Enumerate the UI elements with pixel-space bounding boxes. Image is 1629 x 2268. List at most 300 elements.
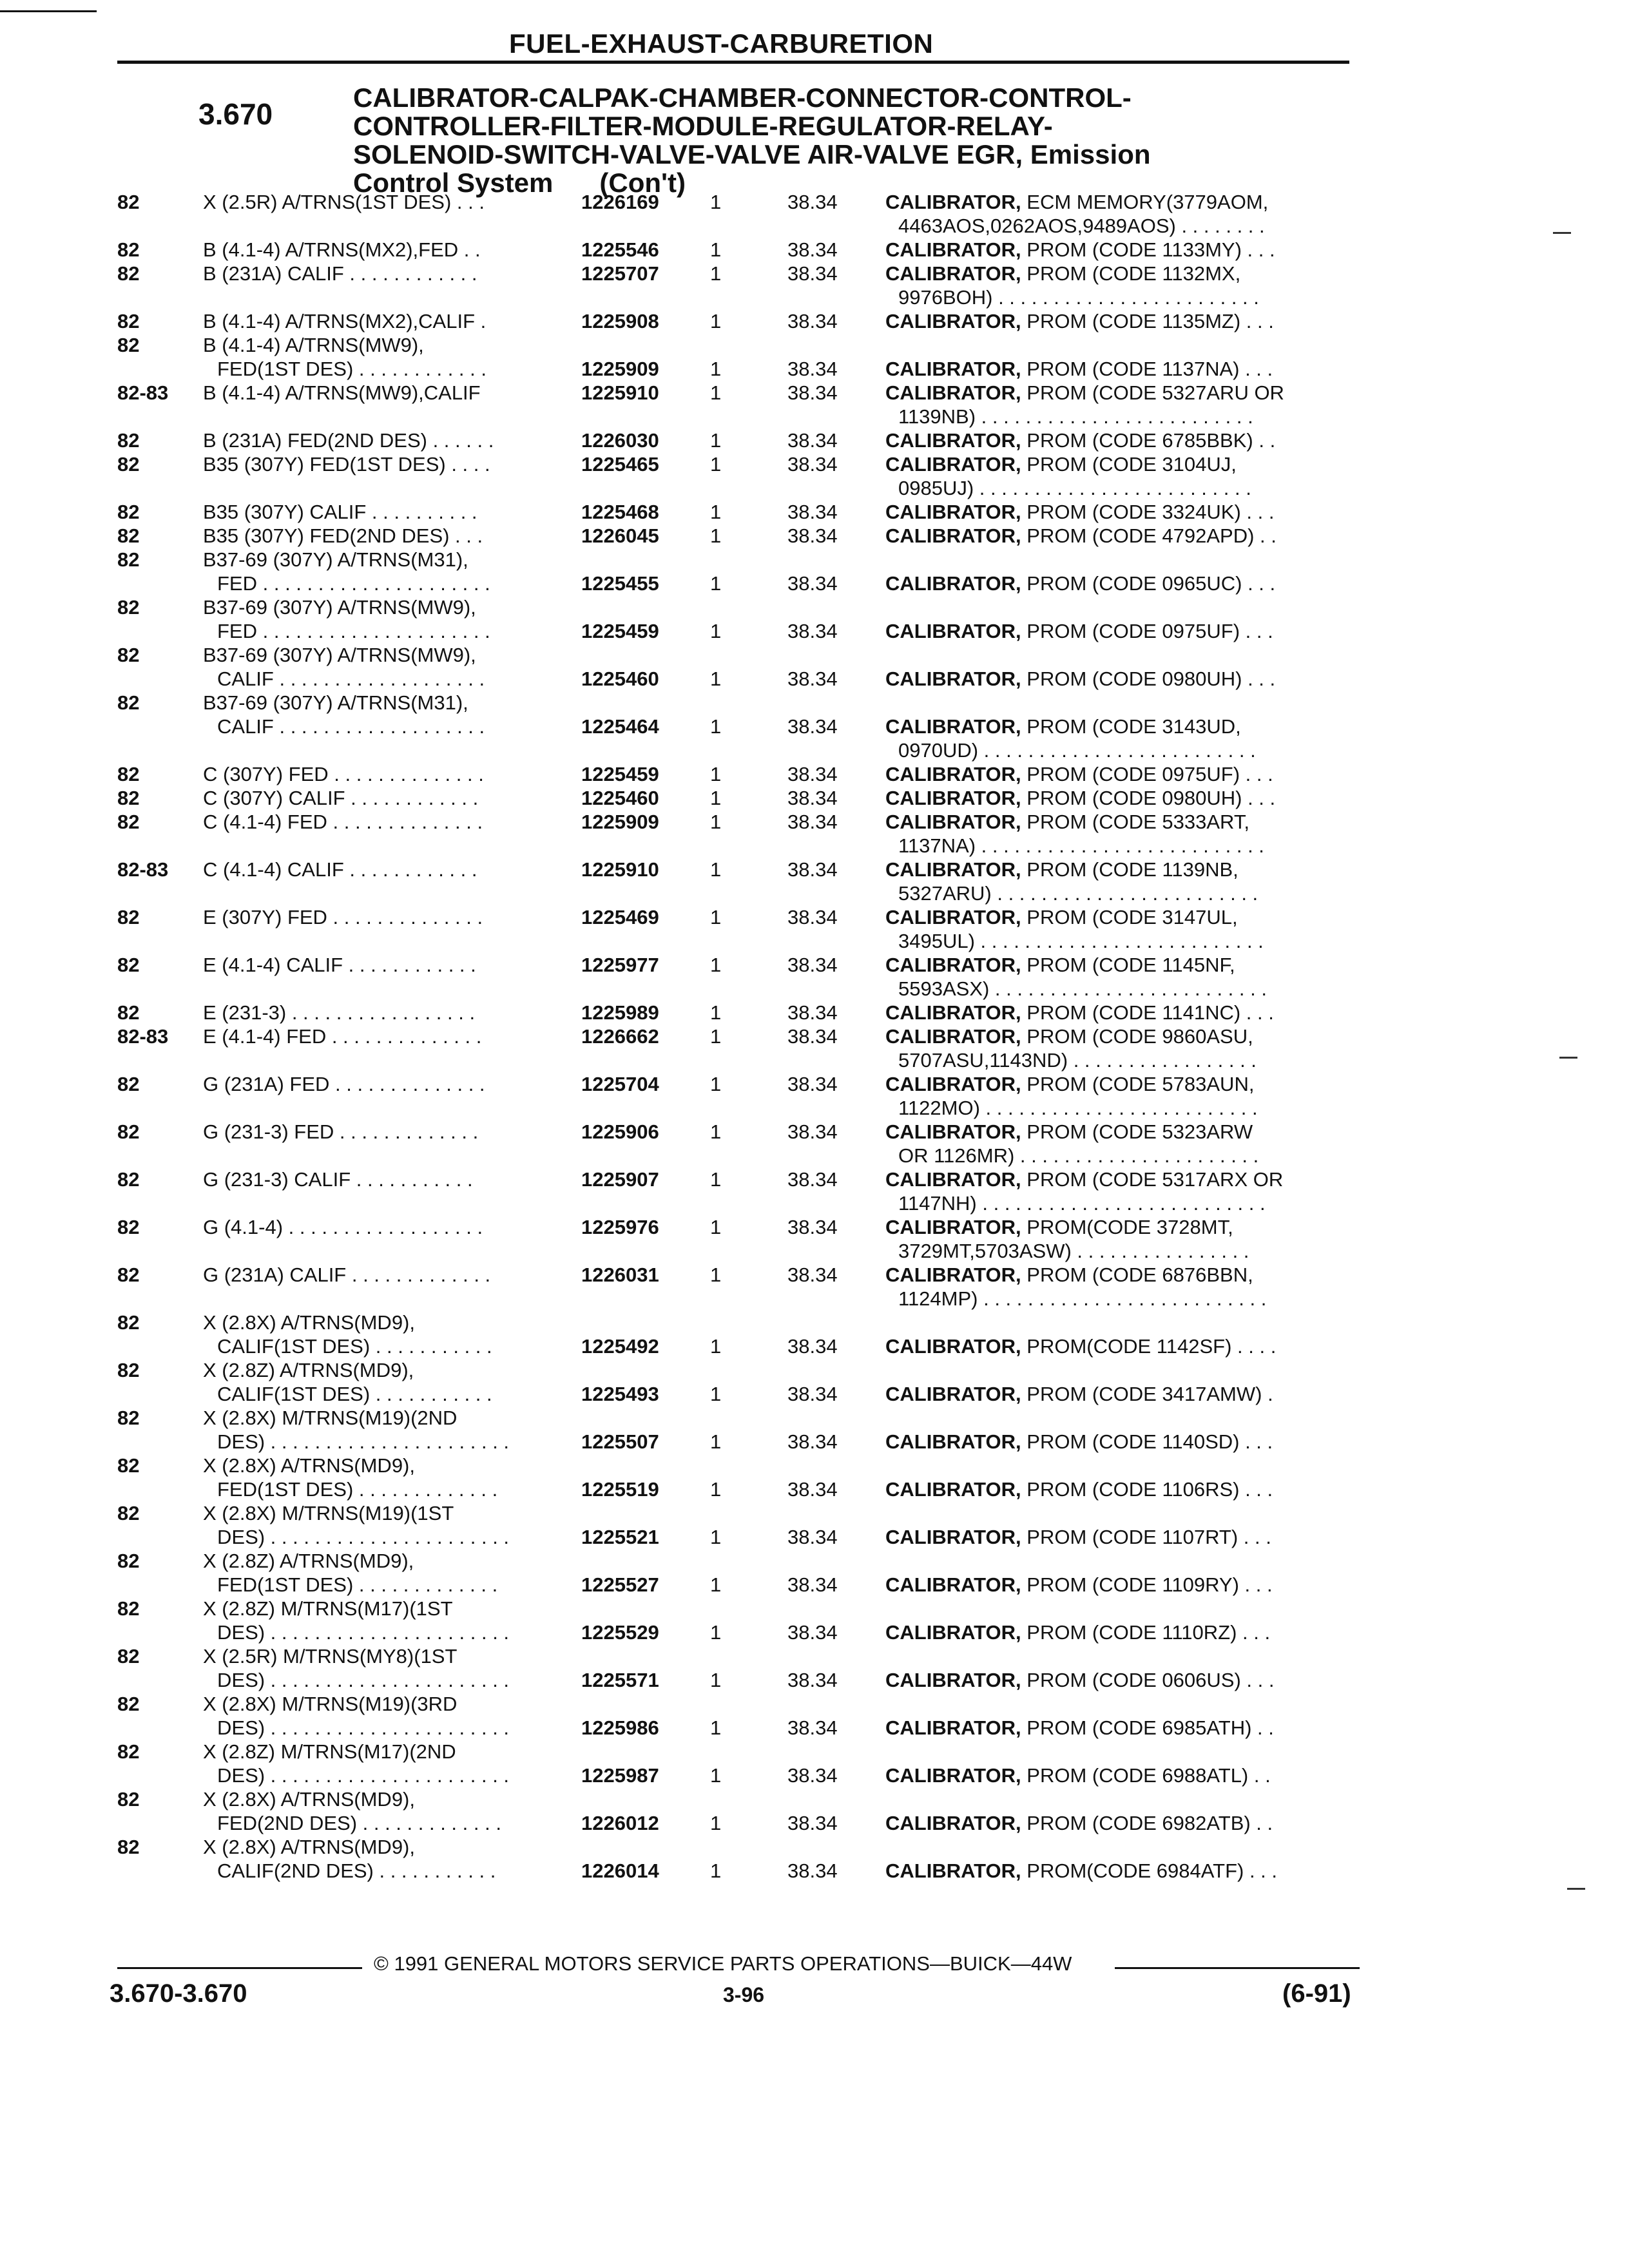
part-name: CALIBRATOR, PROM (CODE 0965UC) . . . [885, 572, 1276, 595]
vehicle-description: B37-69 (307Y) A/TRNS(M31), [203, 548, 468, 571]
part-number: 1225529 [581, 1621, 659, 1644]
vehicle-description: DES) . . . . . . . . . . . . . . . . . . . . . . [217, 1716, 510, 1739]
part-number: 1225492 [581, 1335, 659, 1358]
group-number: 38.34 [787, 358, 838, 380]
section-title [353, 84, 1384, 197]
part-number: 1225464 [581, 715, 659, 738]
model-year: 82 [117, 524, 140, 547]
table-row [117, 691, 1354, 762]
vehicle-description: X (2.8Z) M/TRNS(M17)(1ST [203, 1597, 453, 1620]
vehicle-description: X (2.5R) A/TRNS(1ST DES) . . . [203, 191, 485, 213]
table-row [117, 1001, 1354, 1024]
vehicle-description: DES) . . . . . . . . . . . . . . . . . . . . . . [217, 1621, 510, 1644]
table-row [117, 452, 1354, 500]
group-number: 38.34 [787, 429, 838, 452]
part-number: 1225459 [581, 620, 659, 642]
part-name: CALIBRATOR, PROM (CODE 6988ATL) . . [885, 1764, 1271, 1787]
model-year: 82 [117, 1264, 140, 1286]
group-number: 38.34 [787, 1764, 838, 1787]
quantity: 1 [710, 1669, 722, 1691]
table-row [117, 786, 1354, 810]
part-number: 1226662 [581, 1025, 659, 1048]
part-number: 1225909 [581, 811, 659, 833]
part-name: CALIBRATOR, PROM (CODE 1135MZ) . . . [885, 310, 1274, 332]
table-row [117, 1024, 1354, 1072]
part-name: 1137NA) . . . . . . . . . . . . . . . . . . . . . . . . . . [898, 834, 1264, 857]
quantity: 1 [710, 501, 722, 523]
part-name: CALIBRATOR, PROM (CODE 0606US) . . . [885, 1669, 1275, 1691]
part-name: CALIBRATOR, PROM (CODE 5317ARX OR [885, 1168, 1284, 1191]
part-name: CALIBRATOR, PROM (CODE 6785BBK) . . [885, 429, 1276, 452]
vehicle-description: C (4.1-4) CALIF . . . . . . . . . . . . [203, 858, 477, 881]
vehicle-description: X (2.8X) A/TRNS(MD9), [203, 1454, 415, 1477]
group-number: 38.34 [787, 1716, 838, 1739]
model-year: 82 [117, 1454, 140, 1477]
part-name: CALIBRATOR, PROM (CODE 3143UD, [885, 715, 1241, 738]
table-row [117, 381, 1354, 428]
quantity: 1 [710, 906, 722, 928]
table-row [117, 953, 1354, 1001]
model-year: 82-83 [117, 858, 169, 881]
group-number: 38.34 [787, 310, 838, 332]
quantity: 1 [710, 811, 722, 833]
part-name: CALIBRATOR, PROM (CODE 0975UF) . . . [885, 620, 1273, 642]
part-name: CALIBRATOR, PROM (CODE 1109RY) . . . [885, 1573, 1273, 1596]
part-number: 1225909 [581, 358, 659, 380]
part-number: 1226012 [581, 1812, 659, 1834]
model-year: 82 [117, 310, 140, 332]
group-number: 38.34 [787, 811, 838, 833]
part-number: 1226030 [581, 429, 659, 452]
quantity: 1 [710, 1478, 722, 1501]
part-name: CALIBRATOR, PROM (CODE 1137NA) . . . [885, 358, 1273, 380]
part-number: 1225460 [581, 668, 659, 690]
part-number: 1225977 [581, 954, 659, 976]
section-title-line: SOLENOID-SWITCH-VALVE-VALVE AIR-VALVE EGR, Emission [353, 139, 1151, 169]
group-number: 38.34 [787, 1430, 838, 1453]
part-number: 1226045 [581, 524, 659, 547]
vehicle-description: B (231A) FED(2ND DES) . . . . . . [203, 429, 494, 452]
model-year: 82 [117, 1216, 140, 1238]
vehicle-description: B (231A) CALIF . . . . . . . . . . . . [203, 262, 477, 285]
part-name: 5327ARU) . . . . . . . . . . . . . . . . . . . . . . . . [898, 882, 1258, 905]
quantity: 1 [710, 524, 722, 547]
quantity: 1 [710, 238, 722, 261]
part-name: CALIBRATOR, PROM (CODE 6985ATH) . . [885, 1716, 1274, 1739]
model-year: 82-83 [117, 1025, 169, 1048]
part-name: CALIBRATOR, ECM MEMORY(3779AOM, [885, 191, 1269, 213]
group-number: 38.34 [787, 1383, 838, 1405]
part-number: 1225908 [581, 310, 659, 332]
quantity: 1 [710, 954, 722, 976]
part-number: 1225986 [581, 1716, 659, 1739]
quantity: 1 [710, 668, 722, 690]
vehicle-description: CALIF . . . . . . . . . . . . . . . . . . . [217, 715, 485, 738]
part-number: 1225910 [581, 381, 659, 404]
vehicle-description: C (307Y) FED . . . . . . . . . . . . . . [203, 763, 484, 785]
vehicle-description: X (2.8X) M/TRNS(M19)(3RD [203, 1693, 458, 1715]
vehicle-description: X (2.8X) A/TRNS(MD9), [203, 1788, 415, 1811]
vehicle-description: CALIF(1ST DES) . . . . . . . . . . . [217, 1383, 492, 1405]
part-number: 1226169 [581, 191, 659, 213]
vehicle-description: G (231A) CALIF . . . . . . . . . . . . . [203, 1264, 491, 1286]
part-name: 9976BOH) . . . . . . . . . . . . . . . . . . . . . . . . [898, 286, 1259, 309]
table-row [117, 524, 1354, 548]
group-number: 38.34 [787, 1120, 838, 1143]
vehicle-description: C (4.1-4) FED . . . . . . . . . . . . . . [203, 811, 483, 833]
part-name: CALIBRATOR, PROM (CODE 5333ART, [885, 811, 1249, 833]
part-name: 1139NB) . . . . . . . . . . . . . . . . . . . . . . . . . [898, 405, 1253, 428]
model-year: 82 [117, 1502, 140, 1524]
vehicle-description: G (231-3) CALIF . . . . . . . . . . . [203, 1168, 473, 1191]
vehicle-description: E (231-3) . . . . . . . . . . . . . . . . . [203, 1001, 476, 1024]
quantity: 1 [710, 381, 722, 404]
part-name: 5593ASX) . . . . . . . . . . . . . . . . . . . . . . . . . [898, 977, 1267, 1000]
part-name: CALIBRATOR, PROM (CODE 3104UJ, [885, 453, 1237, 476]
group-number: 38.34 [787, 620, 838, 642]
vehicle-description: C (307Y) CALIF . . . . . . . . . . . . [203, 787, 479, 809]
quantity: 1 [710, 1073, 722, 1095]
model-year: 82 [117, 763, 140, 785]
vehicle-description: B (4.1-4) A/TRNS(MW9), [203, 334, 424, 356]
top-edge-rule [0, 10, 97, 12]
group-number: 38.34 [787, 715, 838, 738]
model-year: 82 [117, 596, 140, 619]
table-row [117, 1740, 1354, 1787]
group-number: 38.34 [787, 262, 838, 285]
part-number: 1225459 [581, 763, 659, 785]
model-year: 82 [117, 1168, 140, 1191]
group-number: 38.34 [787, 1264, 838, 1286]
model-year: 82 [117, 1597, 140, 1620]
model-year: 82 [117, 811, 140, 833]
part-name: CALIBRATOR, PROM (CODE 5783AUN, [885, 1073, 1255, 1095]
vehicle-description: G (4.1-4) . . . . . . . . . . . . . . . . . . [203, 1216, 483, 1238]
table-row [117, 1215, 1354, 1263]
part-name: 0970UD) . . . . . . . . . . . . . . . . . . . . . . . . . [898, 739, 1256, 762]
model-year: 82-83 [117, 381, 169, 404]
part-name: CALIBRATOR, PROM (CODE 1106RS) . . . [885, 1478, 1273, 1501]
group-number: 38.34 [787, 572, 838, 595]
group-number: 38.34 [787, 381, 838, 404]
vehicle-description: E (307Y) FED . . . . . . . . . . . . . . [203, 906, 483, 928]
vehicle-description: FED . . . . . . . . . . . . . . . . . . . . . [217, 572, 490, 595]
part-name: CALIBRATOR, PROM (CODE 1110RZ) . . . [885, 1621, 1271, 1644]
model-year: 82 [117, 1073, 140, 1095]
part-number: 1225465 [581, 453, 659, 476]
group-number: 38.34 [787, 453, 838, 476]
part-name: CALIBRATOR, PROM(CODE 3728MT, [885, 1216, 1233, 1238]
part-number: 1225521 [581, 1526, 659, 1548]
vehicle-description: X (2.8X) M/TRNS(M19)(1ST [203, 1502, 454, 1524]
group-number: 38.34 [787, 238, 838, 261]
model-year: 82 [117, 238, 140, 261]
quantity: 1 [710, 572, 722, 595]
model-year: 82 [117, 334, 140, 356]
group-number: 38.34 [787, 1073, 838, 1095]
part-name: CALIBRATOR, PROM (CODE 9860ASU, [885, 1025, 1253, 1048]
footer-rule-left [117, 1967, 362, 1969]
quantity: 1 [710, 858, 722, 881]
model-year: 82 [117, 1407, 140, 1429]
model-year: 82 [117, 1836, 140, 1858]
part-number: 1225907 [581, 1168, 659, 1191]
vehicle-description: X (2.8Z) M/TRNS(M17)(2ND [203, 1740, 456, 1763]
table-row [117, 810, 1354, 858]
part-number: 1225493 [581, 1383, 659, 1405]
margin-mark [1553, 232, 1571, 234]
footer-revision-date: (6-91) [1282, 1979, 1351, 2008]
quantity: 1 [710, 453, 722, 476]
part-name: CALIBRATOR, PROM (CODE 1133MY) . . . [885, 238, 1275, 261]
table-row [117, 428, 1354, 452]
header-rule [117, 61, 1349, 64]
model-year: 82 [117, 1740, 140, 1763]
quantity: 1 [710, 358, 722, 380]
vehicle-description: DES) . . . . . . . . . . . . . . . . . . . . . . [217, 1430, 510, 1453]
vehicle-description: G (231A) FED . . . . . . . . . . . . . . [203, 1073, 485, 1095]
part-number: 1225507 [581, 1430, 659, 1453]
vehicle-description: B (4.1-4) A/TRNS(MX2),CALIF . [203, 310, 487, 332]
section-number: 3.670 [198, 97, 273, 131]
part-number: 1225468 [581, 501, 659, 523]
vehicle-description: CALIF(2ND DES) . . . . . . . . . . . [217, 1860, 496, 1882]
vehicle-description: B (4.1-4) A/TRNS(MX2),FED . . [203, 238, 481, 261]
part-name: CALIBRATOR, PROM (CODE 0980UH) . . . [885, 668, 1276, 690]
part-name: CALIBRATOR, PROM (CODE 1145NF, [885, 954, 1235, 976]
vehicle-description: X (2.8X) A/TRNS(MD9), [203, 1311, 415, 1334]
vehicle-description: FED(1ST DES) . . . . . . . . . . . . [217, 358, 487, 380]
quantity: 1 [710, 1168, 722, 1191]
group-number: 38.34 [787, 1621, 838, 1644]
quantity: 1 [710, 1621, 722, 1644]
group-number: 38.34 [787, 524, 838, 547]
model-year: 82 [117, 1693, 140, 1715]
part-number: 1225546 [581, 238, 659, 261]
quantity: 1 [710, 763, 722, 785]
part-name: CALIBRATOR, PROM (CODE 6876BBN, [885, 1264, 1253, 1286]
table-row [117, 548, 1354, 595]
part-name: CALIBRATOR, PROM (CODE 1141NC) . . . [885, 1001, 1274, 1024]
part-name: CALIBRATOR, PROM (CODE 3324UK) . . . [885, 501, 1275, 523]
table-row [117, 309, 1354, 333]
table-row [117, 1692, 1354, 1740]
group-number: 38.34 [787, 906, 838, 928]
group-number: 38.34 [787, 1001, 838, 1024]
vehicle-description: B (4.1-4) A/TRNS(MW9),CALIF [203, 381, 481, 404]
group-number: 38.34 [787, 1812, 838, 1834]
group-number: 38.34 [787, 1860, 838, 1882]
part-name: CALIBRATOR, PROM (CODE 6982ATB) . . [885, 1812, 1273, 1834]
table-row [117, 905, 1354, 953]
group-number: 38.34 [787, 1526, 838, 1548]
group-number: 38.34 [787, 1216, 838, 1238]
part-number: 1225906 [581, 1120, 659, 1143]
part-name: 1124MP) . . . . . . . . . . . . . . . . . . . . . . . . . . [898, 1287, 1267, 1310]
footer-page-number: 3-96 [723, 1983, 765, 2006]
model-year: 82 [117, 954, 140, 976]
part-name: CALIBRATOR, PROM (CODE 4792APD) . . [885, 524, 1277, 547]
vehicle-description: CALIF . . . . . . . . . . . . . . . . . . . [217, 668, 485, 690]
model-year: 82 [117, 691, 140, 714]
vehicle-description: FED . . . . . . . . . . . . . . . . . . . . . [217, 620, 490, 642]
vehicle-description: E (4.1-4) FED . . . . . . . . . . . . . . [203, 1025, 482, 1048]
part-number: 1225469 [581, 906, 659, 928]
table-row [117, 333, 1354, 381]
vehicle-description: X (2.8Z) A/TRNS(MD9), [203, 1359, 414, 1381]
part-name: CALIBRATOR, PROM (CODE 0980UH) . . . [885, 787, 1276, 809]
table-row [117, 1644, 1354, 1692]
part-number: 1225527 [581, 1573, 659, 1596]
model-year: 82 [117, 548, 140, 571]
model-year: 82 [117, 191, 140, 213]
group-number: 38.34 [787, 191, 838, 213]
part-number: 1225989 [581, 1001, 659, 1024]
quantity: 1 [710, 1025, 722, 1048]
vehicle-description: FED(1ST DES) . . . . . . . . . . . . . [217, 1478, 498, 1501]
vehicle-description: B35 (307Y) FED(2ND DES) . . . [203, 524, 483, 547]
quantity: 1 [710, 1526, 722, 1548]
part-name: CALIBRATOR, PROM(CODE 6984ATF) . . . [885, 1860, 1278, 1882]
model-year: 82 [117, 1645, 140, 1667]
table-row [117, 1311, 1354, 1358]
table-row [117, 1072, 1354, 1120]
quantity: 1 [710, 787, 722, 809]
quantity: 1 [710, 715, 722, 738]
vehicle-description: B37-69 (307Y) A/TRNS(M31), [203, 691, 468, 714]
part-name: CALIBRATOR, PROM (CODE 3417AMW) . [885, 1383, 1273, 1405]
group-number: 38.34 [787, 668, 838, 690]
vehicle-description: FED(1ST DES) . . . . . . . . . . . . . [217, 1573, 498, 1596]
quantity: 1 [710, 1764, 722, 1787]
model-year: 82 [117, 787, 140, 809]
part-name: OR 1126MR) . . . . . . . . . . . . . . . . . . . . . . [898, 1144, 1259, 1167]
part-name: 3729MT,5703ASW) . . . . . . . . . . . . . . . . [898, 1240, 1249, 1262]
part-name: 3495UL) . . . . . . . . . . . . . . . . . . . . . . . . . . [898, 930, 1264, 952]
part-number: 1225707 [581, 262, 659, 285]
vehicle-description: DES) . . . . . . . . . . . . . . . . . . . . . . [217, 1764, 510, 1787]
table-row [117, 1597, 1354, 1644]
table-row [117, 1454, 1354, 1501]
section-title-line: CONTROLLER-FILTER-MODULE-REGULATOR-RELAY- [353, 111, 1053, 141]
quantity: 1 [710, 1335, 722, 1358]
footer-section-range: 3.670-3.670 [110, 1979, 247, 2008]
quantity: 1 [710, 1120, 722, 1143]
table-row [117, 500, 1354, 524]
part-name: CALIBRATOR, PROM (CODE 3147UL, [885, 906, 1238, 928]
model-year: 82 [117, 1311, 140, 1334]
part-name: 1147NH) . . . . . . . . . . . . . . . . . . . . . . . . . . [898, 1192, 1266, 1215]
vehicle-description: B35 (307Y) FED(1ST DES) . . . . [203, 453, 490, 476]
vehicle-description: FED(2ND DES) . . . . . . . . . . . . . [217, 1812, 501, 1834]
table-row [117, 1501, 1354, 1549]
part-name: CALIBRATOR, PROM (CODE 5323ARW [885, 1120, 1253, 1143]
group-number: 38.34 [787, 858, 838, 881]
quantity: 1 [710, 1001, 722, 1024]
part-name: 1122MO) . . . . . . . . . . . . . . . . . . . . . . . . . [898, 1097, 1258, 1119]
part-number: 1225976 [581, 1216, 659, 1238]
part-number: 1225571 [581, 1669, 659, 1691]
table-row [117, 238, 1354, 262]
vehicle-description: B37-69 (307Y) A/TRNS(MW9), [203, 596, 476, 619]
section-subtitle-cont: (Con't) [599, 168, 686, 198]
quantity: 1 [710, 1383, 722, 1405]
table-row [117, 1549, 1354, 1597]
quantity: 1 [710, 620, 722, 642]
table-row [117, 858, 1354, 905]
margin-mark [1567, 1888, 1585, 1890]
part-number: 1225519 [581, 1478, 659, 1501]
table-row [117, 762, 1354, 786]
part-number: 1225455 [581, 572, 659, 595]
table-row [117, 262, 1354, 309]
model-year: 82 [117, 1001, 140, 1024]
part-name: 0985UJ) . . . . . . . . . . . . . . . . . . . . . . . . . [898, 477, 1251, 499]
section-title-line: CALIBRATOR-CALPAK-CHAMBER-CONNECTOR-CONTROL- [353, 82, 1132, 113]
footer-copyright: © 1991 GENERAL MOTORS SERVICE PARTS OPERATIONS—BUICK—44W [374, 1952, 1072, 1975]
margin-mark [1559, 1057, 1577, 1059]
table-row [117, 643, 1354, 691]
quantity: 1 [710, 1264, 722, 1286]
page-header: FUEL-EXHAUST-CARBURETION [509, 28, 934, 59]
footer-rule-right [1115, 1967, 1360, 1969]
model-year: 82 [117, 1550, 140, 1572]
model-year: 82 [117, 1788, 140, 1811]
table-row [117, 1120, 1354, 1168]
quantity: 1 [710, 191, 722, 213]
model-year: 82 [117, 501, 140, 523]
quantity: 1 [710, 310, 722, 332]
vehicle-description: B37-69 (307Y) A/TRNS(MW9), [203, 644, 476, 666]
vehicle-description: X (2.8Z) A/TRNS(MD9), [203, 1550, 414, 1572]
quantity: 1 [710, 1573, 722, 1596]
quantity: 1 [710, 1216, 722, 1238]
section-subtitle-main: Control System [353, 168, 554, 198]
model-year: 82 [117, 429, 140, 452]
table-row [117, 1835, 1354, 1883]
group-number: 38.34 [787, 1168, 838, 1191]
vehicle-description: X (2.5R) M/TRNS(MY8)(1ST [203, 1645, 458, 1667]
table-row [117, 595, 1354, 643]
quantity: 1 [710, 1860, 722, 1882]
part-number: 1225910 [581, 858, 659, 881]
vehicle-description: DES) . . . . . . . . . . . . . . . . . . . . . . [217, 1526, 510, 1548]
part-name: CALIBRATOR, PROM (CODE 1139NB, [885, 858, 1239, 881]
part-name: CALIBRATOR, PROM (CODE 1140SD) . . . [885, 1430, 1273, 1453]
part-number: 1226014 [581, 1860, 659, 1882]
part-name: CALIBRATOR, PROM (CODE 1132MX, [885, 262, 1241, 285]
vehicle-description: B35 (307Y) CALIF . . . . . . . . . . [203, 501, 477, 523]
group-number: 38.34 [787, 1669, 838, 1691]
group-number: 38.34 [787, 1573, 838, 1596]
model-year: 82 [117, 1359, 140, 1381]
part-number: 1225704 [581, 1073, 659, 1095]
table-row [117, 1358, 1354, 1406]
part-name: CALIBRATOR, PROM (CODE 5327ARU OR [885, 381, 1284, 404]
group-number: 38.34 [787, 787, 838, 809]
group-number: 38.34 [787, 954, 838, 976]
model-year: 82 [117, 1120, 140, 1143]
group-number: 38.34 [787, 1025, 838, 1048]
part-name: CALIBRATOR, PROM (CODE 0975UF) . . . [885, 763, 1273, 785]
part-number: 1225460 [581, 787, 659, 809]
part-name: CALIBRATOR, PROM(CODE 1142SF) . . . . [885, 1335, 1277, 1358]
vehicle-description: X (2.8X) M/TRNS(M19)(2ND [203, 1407, 458, 1429]
group-number: 38.34 [787, 1335, 838, 1358]
vehicle-description: X (2.8X) A/TRNS(MD9), [203, 1836, 415, 1858]
part-number: 1225987 [581, 1764, 659, 1787]
table-row [117, 1263, 1354, 1311]
